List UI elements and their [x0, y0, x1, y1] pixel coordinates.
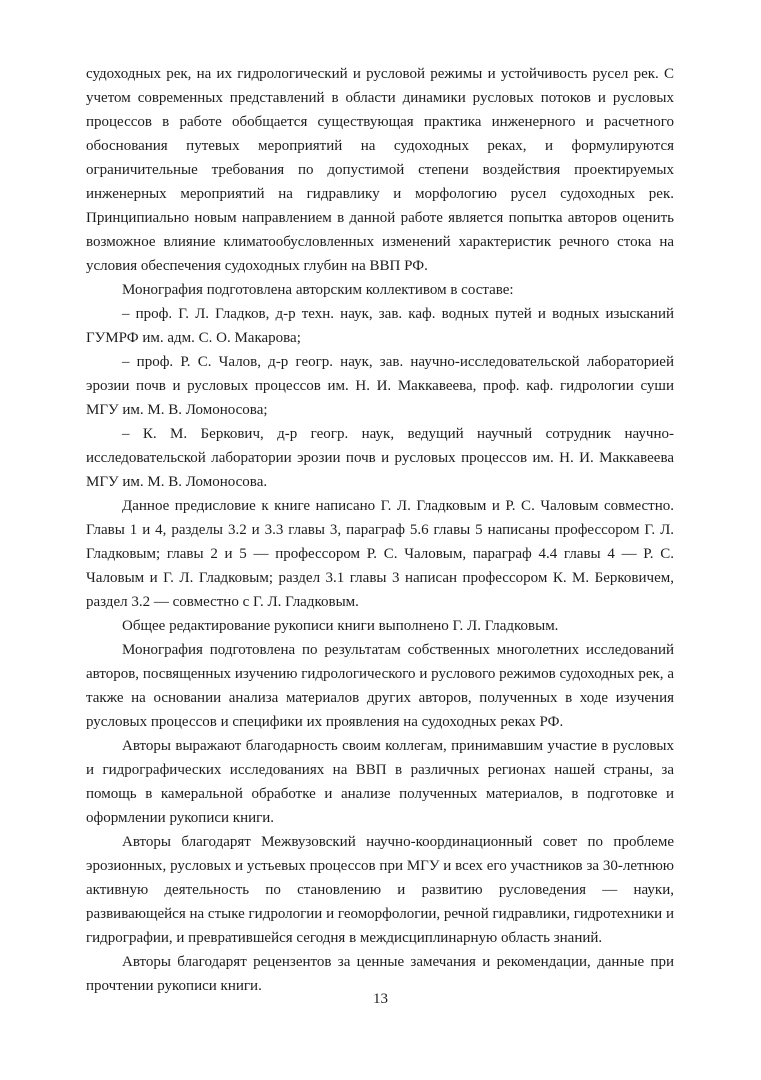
paragraph-continuation: судоходных рек, на их гидрологический и русловой режимы и устойчивость русел рек. С учетом современных представлений в области динамики русловых потоков и русловых процессов в работе обобщается существующая практика инженерного и расчетного обоснования путевых мероприятий на судоходных реках, и формулируются ограничительные требования по допустимой степени воздействия проектируемых инженерных мероприятий на гидравлику и морфологию русел судоходных рек. Принципиально новым направлением в данной работе является попытка авторов оценить возможное влияние климатообусловленных изменений характеристик речного стока на условия обеспечения судоходных глубин на ВВП РФ. — [86, 66, 674, 274]
paragraph-chapter-authorship: Данное предисловие к книге написано Г. Л. Гладковым и Р. С. Чаловым совместно. Главы 1 и 4, разделы 3.2 и 3.3 главы 3, параграф 5.6 главы 5 написаны профессором Г. Л. Гладковым; главы 2 и 5 — профессором Р. С. Чаловым, параграф 4.4 главы 4 — Р. С. Чаловым и Г. Л. Гладковым; раздел 3.1 главы 3 написан профессором К. М. Берковичем, раздел 3.2 — совместно с Г. Л. Гладковым. — [86, 498, 674, 610]
paragraph-editing: Общее редактирование рукописи книги выполнено Г. Л. Гладковым. — [122, 618, 559, 634]
paragraph-author-chalov: – проф. Р. С. Чалов, д-р геогр. наук, зав. научно-исследовательской лабораторией эрозии почв и русловых процессов им. Н. И. Маккавеева, проф. каф. гидрологии суши МГУ им. М. В. Ломоносова; — [86, 354, 674, 418]
paragraph-gratitude-colleagues: Авторы выражают благодарность своим коллегам, принимавшим участие в русловых и гидрографических исследованиях на ВВП в различных регионах нашей страны, за помощь в камеральной обработке и анализе полученных материалов, в подготовке и оформлении рукописи книги. — [86, 738, 674, 826]
paragraph-research-basis: Монография подготовлена по результатам собственных многолетних исследований авторов, посвященных изучению гидрологического и руслового режимов судоходных рек, а также на основании анализа материалов других авторов, полученных в ходе изучения русловых процессов и специфики их проявления на судоходных реках РФ. — [86, 642, 674, 730]
paragraph-authors-intro: Монография подготовлена авторским коллективом в составе: — [122, 282, 514, 298]
paragraph-gratitude-council: Авторы благодарят Межвузовский научно-координационный совет по проблеме эрозионных, русловых и устьевых процессов при МГУ и всех его участников за 30-летнюю активную деятельность по становлению и развитию русловедения — науки, развивающейся на стыке гидрологии и геоморфологии, речной гидравлики, гидротехники и гидрографии, и превратившейся сегодня в междисциплинарную область знаний. — [86, 834, 674, 946]
page-body — [86, 62, 674, 998]
page-number: 13 — [373, 991, 388, 1007]
paragraph-gratitude-reviewers: Авторы благодарят рецензентов за ценные замечания и рекомендации, данные при прочтении рукописи книги. — [86, 954, 674, 994]
paragraph-author-berkovich: – К. М. Беркович, д-р геогр. наук, ведущий научный сотрудник научно-исследовательской лаборатории эрозии почв и русловых процессов им. Н. И. Маккавеева МГУ им. М. В. Ломоносова. — [86, 426, 674, 490]
paragraph-author-gladkov: – проф. Г. Л. Гладков, д-р техн. наук, зав. каф. водных путей и водных изысканий ГУМРФ им. адм. С. О. Макарова; — [86, 306, 674, 346]
